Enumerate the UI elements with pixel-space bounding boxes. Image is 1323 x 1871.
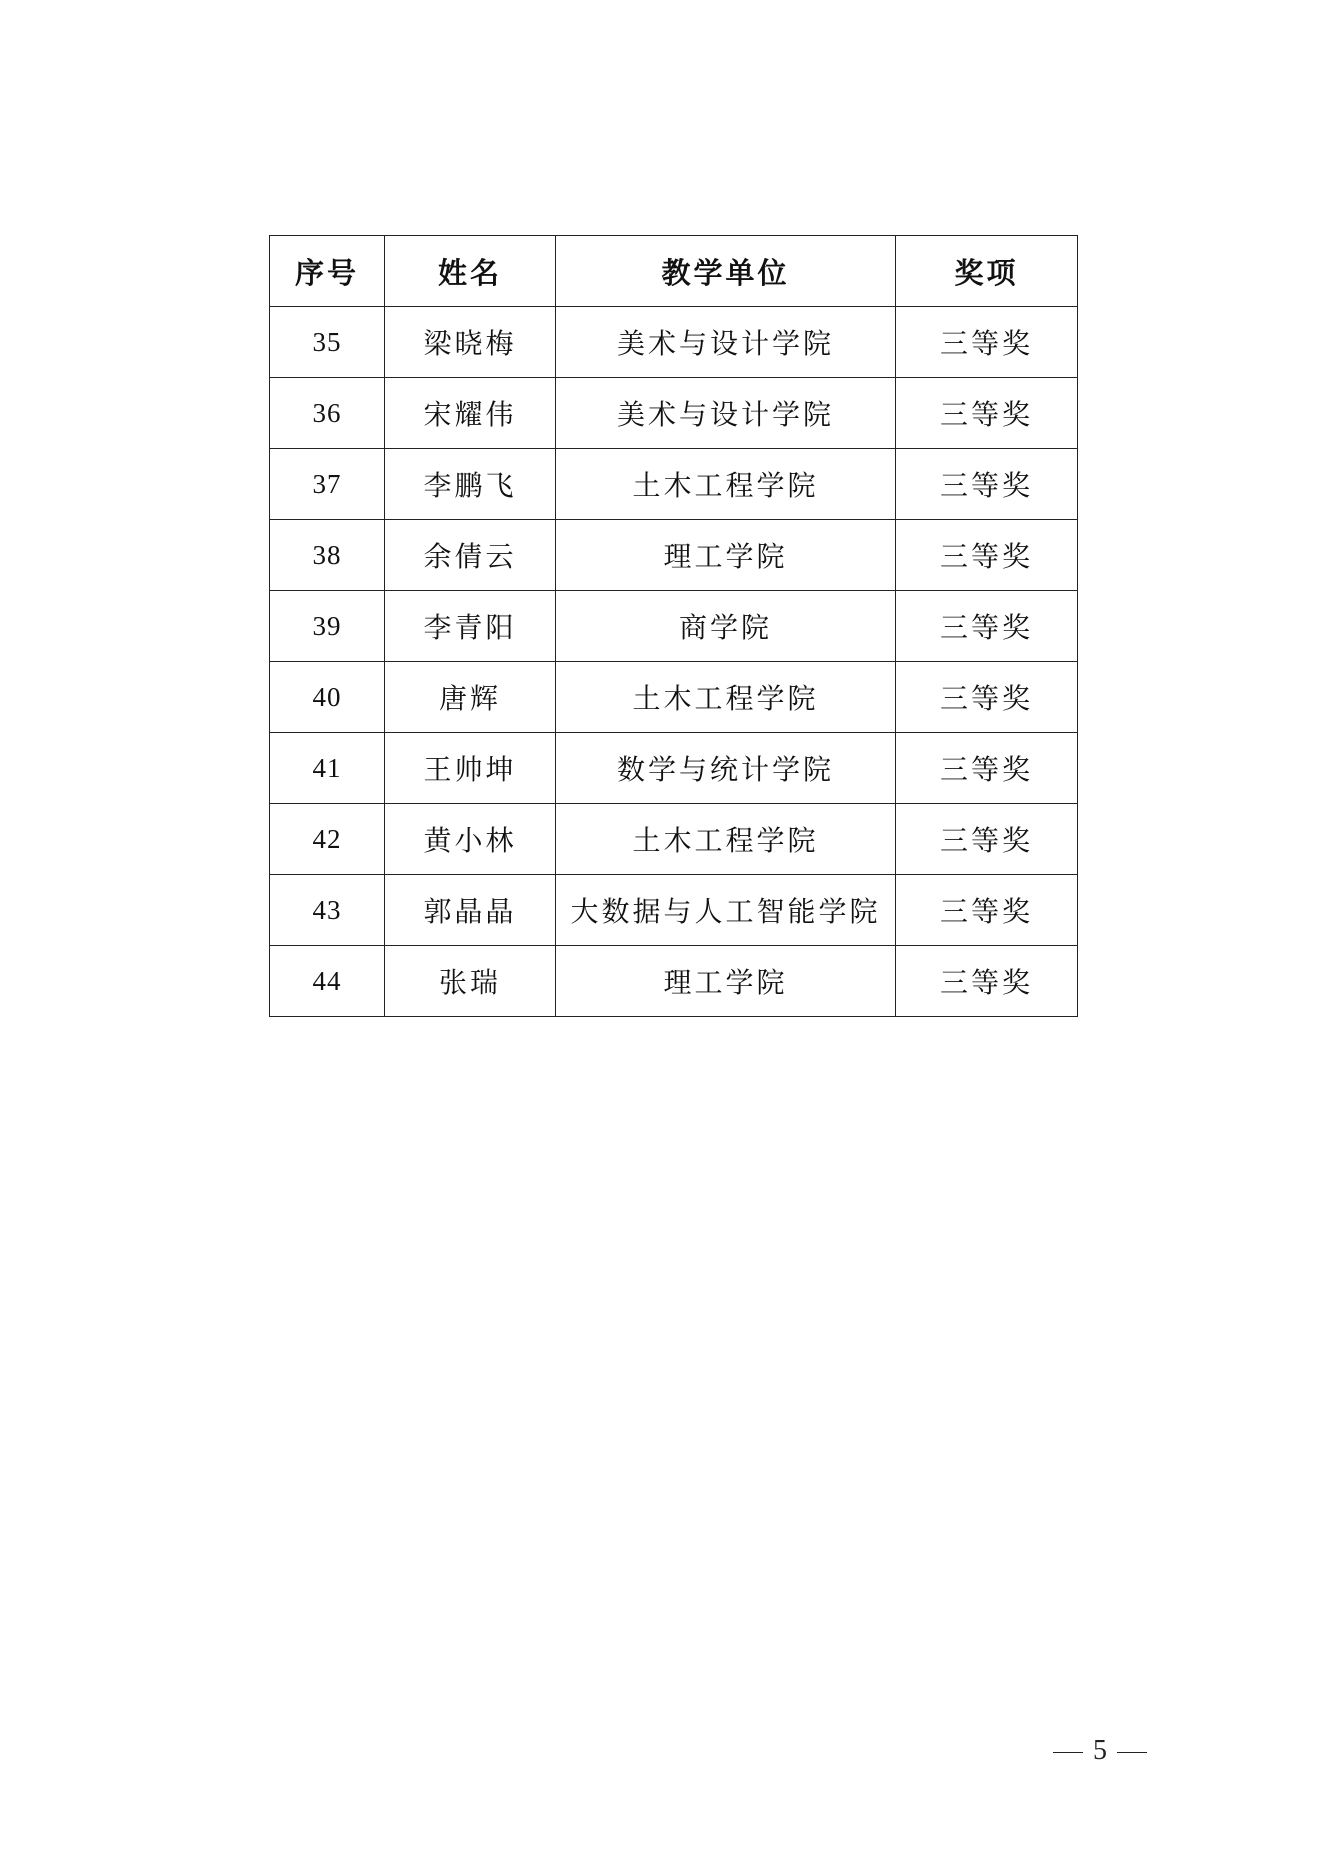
cell-award: 三等奖 bbox=[896, 946, 1078, 1017]
header-award: 奖项 bbox=[896, 236, 1078, 307]
page-number-dash-left bbox=[1053, 1752, 1083, 1754]
cell-serial: 43 bbox=[270, 875, 385, 946]
awards-table bbox=[269, 235, 1078, 1017]
table-row bbox=[270, 449, 1078, 520]
cell-name: 张瑞 bbox=[385, 946, 556, 1017]
cell-name: 李鹏飞 bbox=[385, 449, 556, 520]
cell-unit: 土木工程学院 bbox=[556, 449, 896, 520]
table-row bbox=[270, 662, 1078, 733]
cell-award: 三等奖 bbox=[896, 378, 1078, 449]
cell-name: 郭晶晶 bbox=[385, 875, 556, 946]
cell-unit: 土木工程学院 bbox=[556, 662, 896, 733]
cell-unit: 商学院 bbox=[556, 591, 896, 662]
cell-name: 黄小林 bbox=[385, 804, 556, 875]
table-header-row bbox=[270, 236, 1078, 307]
cell-serial: 38 bbox=[270, 520, 385, 591]
page-number-value: 5 bbox=[1093, 1735, 1107, 1766]
page-number bbox=[1040, 1735, 1160, 1767]
cell-unit: 数学与统计学院 bbox=[556, 733, 896, 804]
header-unit: 教学单位 bbox=[556, 236, 896, 307]
cell-serial: 41 bbox=[270, 733, 385, 804]
cell-serial: 35 bbox=[270, 307, 385, 378]
cell-name: 唐辉 bbox=[385, 662, 556, 733]
cell-unit: 大数据与人工智能学院 bbox=[556, 875, 896, 946]
header-name: 姓名 bbox=[385, 236, 556, 307]
table-header bbox=[270, 236, 1078, 307]
cell-serial: 42 bbox=[270, 804, 385, 875]
cell-name: 王帅坤 bbox=[385, 733, 556, 804]
cell-unit: 理工学院 bbox=[556, 520, 896, 591]
cell-award: 三等奖 bbox=[896, 804, 1078, 875]
cell-unit: 理工学院 bbox=[556, 946, 896, 1017]
cell-award: 三等奖 bbox=[896, 733, 1078, 804]
table-row bbox=[270, 804, 1078, 875]
cell-serial: 40 bbox=[270, 662, 385, 733]
table-row bbox=[270, 875, 1078, 946]
cell-award: 三等奖 bbox=[896, 875, 1078, 946]
table-row bbox=[270, 307, 1078, 378]
table-row bbox=[270, 591, 1078, 662]
table-body bbox=[270, 307, 1078, 1017]
cell-name: 宋耀伟 bbox=[385, 378, 556, 449]
cell-name: 余倩云 bbox=[385, 520, 556, 591]
cell-serial: 37 bbox=[270, 449, 385, 520]
cell-unit: 美术与设计学院 bbox=[556, 307, 896, 378]
cell-name: 李青阳 bbox=[385, 591, 556, 662]
table-row bbox=[270, 733, 1078, 804]
cell-award: 三等奖 bbox=[896, 307, 1078, 378]
cell-award: 三等奖 bbox=[896, 520, 1078, 591]
table-row bbox=[270, 946, 1078, 1017]
table-row bbox=[270, 378, 1078, 449]
cell-serial: 36 bbox=[270, 378, 385, 449]
cell-unit: 土木工程学院 bbox=[556, 804, 896, 875]
header-serial: 序号 bbox=[270, 236, 385, 307]
table-row bbox=[270, 520, 1078, 591]
cell-award: 三等奖 bbox=[896, 591, 1078, 662]
cell-serial: 39 bbox=[270, 591, 385, 662]
cell-serial: 44 bbox=[270, 946, 385, 1017]
cell-unit: 美术与设计学院 bbox=[556, 378, 896, 449]
cell-name: 梁晓梅 bbox=[385, 307, 556, 378]
page-number-dash-right bbox=[1117, 1752, 1147, 1754]
cell-award: 三等奖 bbox=[896, 449, 1078, 520]
cell-award: 三等奖 bbox=[896, 662, 1078, 733]
